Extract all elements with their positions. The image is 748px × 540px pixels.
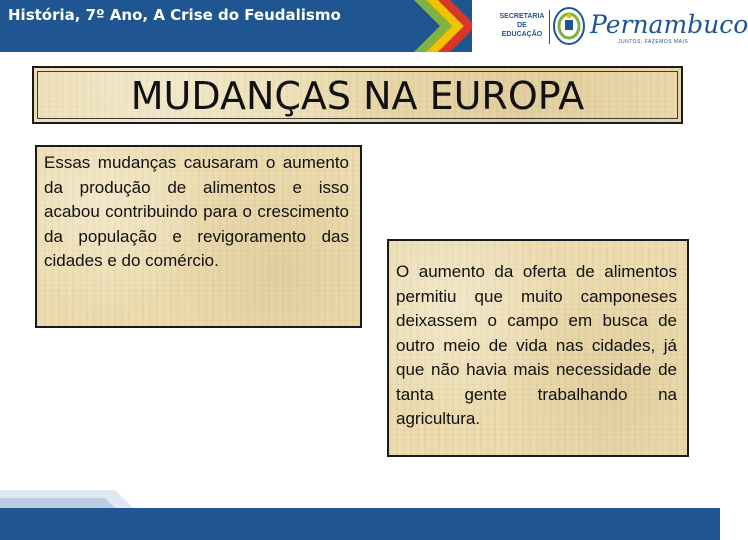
title-box bbox=[32, 66, 683, 124]
left-paragraph: Essas mudanças causaram o aumento da produção de alimentos e isso acabou contribuindo para o crescimento da população e revigoramento das cidades e do comércio. bbox=[44, 153, 349, 270]
logo-panel bbox=[472, 0, 748, 52]
logo-divider bbox=[549, 10, 550, 44]
footer-bar bbox=[0, 508, 720, 540]
right-text-box bbox=[387, 239, 689, 457]
header-stripes bbox=[392, 0, 472, 52]
left-text-box bbox=[35, 145, 362, 328]
header-bar bbox=[0, 0, 748, 52]
slide-title: MUDANÇAS NA EUROPA bbox=[130, 74, 585, 118]
secretaria-label: SECRETARIA DE EDUCAÇÃO bbox=[499, 13, 545, 38]
right-paragraph: O aumento da oferta de alimentos permitiu que muito camponeses deixassem o campo em busca de outro meio de vida nas cidades, já que não havia mais necessidade de tanta gente trabalhando na agricultura. bbox=[396, 262, 677, 428]
state-name: Pernambuco bbox=[590, 10, 748, 39]
state-tagline: JUNTOS, FAZEMOS MAIS bbox=[618, 39, 689, 45]
state-seal-icon bbox=[552, 6, 586, 46]
header-title: História, 7º Ano, A Crise do Feudalismo bbox=[8, 6, 341, 24]
